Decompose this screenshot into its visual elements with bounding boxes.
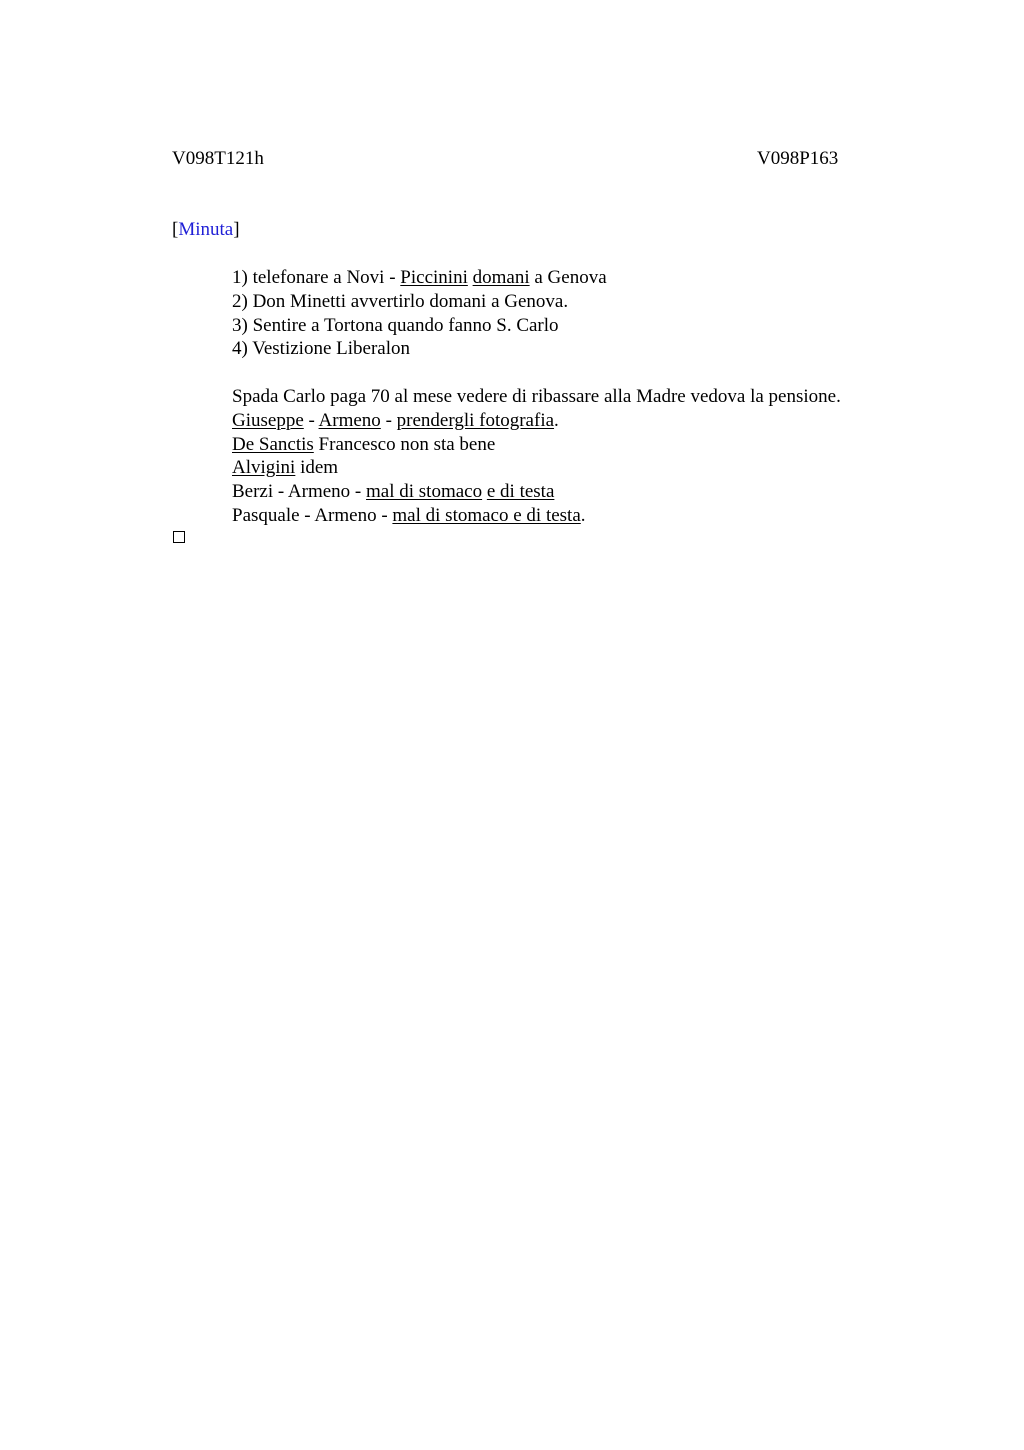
note-text: .: [554, 409, 559, 431]
underlined-word: De Sanctis: [232, 433, 314, 455]
note-line-3: [232, 433, 841, 457]
task-item-2: 2) Don Minetti avvertirlo domani a Genova.: [232, 290, 569, 312]
note-text: idem: [295, 457, 339, 479]
task-item-3: 3) Sentire a Tortona quando fanno S. Carlo: [232, 314, 559, 336]
underlined-word: e di testa: [486, 481, 555, 503]
task-list: [232, 266, 607, 361]
notes-block: [232, 385, 841, 528]
note-text: .: [580, 504, 586, 526]
underlined-word: mal di stomaco: [366, 481, 483, 503]
section-heading: [172, 218, 240, 242]
task-text: a Genova: [529, 267, 607, 288]
underlined-word: Piccinini: [400, 267, 468, 288]
task-item-4: 4) Vestizione Liberalon: [232, 338, 410, 360]
note-line-4: [232, 456, 841, 480]
underlined-word: Giuseppe: [232, 409, 304, 431]
document-code-left: V098T121h: [172, 148, 264, 169]
document-code-right: V098P163: [757, 148, 839, 169]
underlined-word: Alvigini: [232, 457, 296, 479]
underlined-word: domani: [472, 267, 530, 288]
heading-open-bracket: [: [172, 219, 179, 240]
note-line-5: [232, 480, 841, 504]
note-line-2: [232, 409, 841, 433]
note-text: Pasquale - Armeno -: [232, 504, 393, 526]
note-text: Francesco non sta bene: [313, 433, 496, 455]
underlined-word: prendergli fotografia: [396, 409, 555, 431]
note-line-6: [232, 504, 841, 528]
underlined-word: Armeno: [318, 409, 381, 431]
heading-close-bracket: ]: [233, 219, 240, 240]
heading-label: Minuta: [178, 219, 234, 240]
empty-square-icon: [173, 531, 185, 543]
note-text: Berzi - Armeno -: [232, 481, 367, 503]
task-item-1: [232, 266, 607, 290]
note-line-1: Spada Carlo paga 70 al mese vedere di ribassare alla Madre vedova la pensione.: [232, 386, 841, 407]
underlined-word: mal di stomaco e di testa: [392, 504, 581, 526]
task-text: 1) telefonare a Novi -: [232, 267, 401, 288]
note-text: -: [380, 409, 397, 431]
note-text: -: [303, 409, 319, 431]
